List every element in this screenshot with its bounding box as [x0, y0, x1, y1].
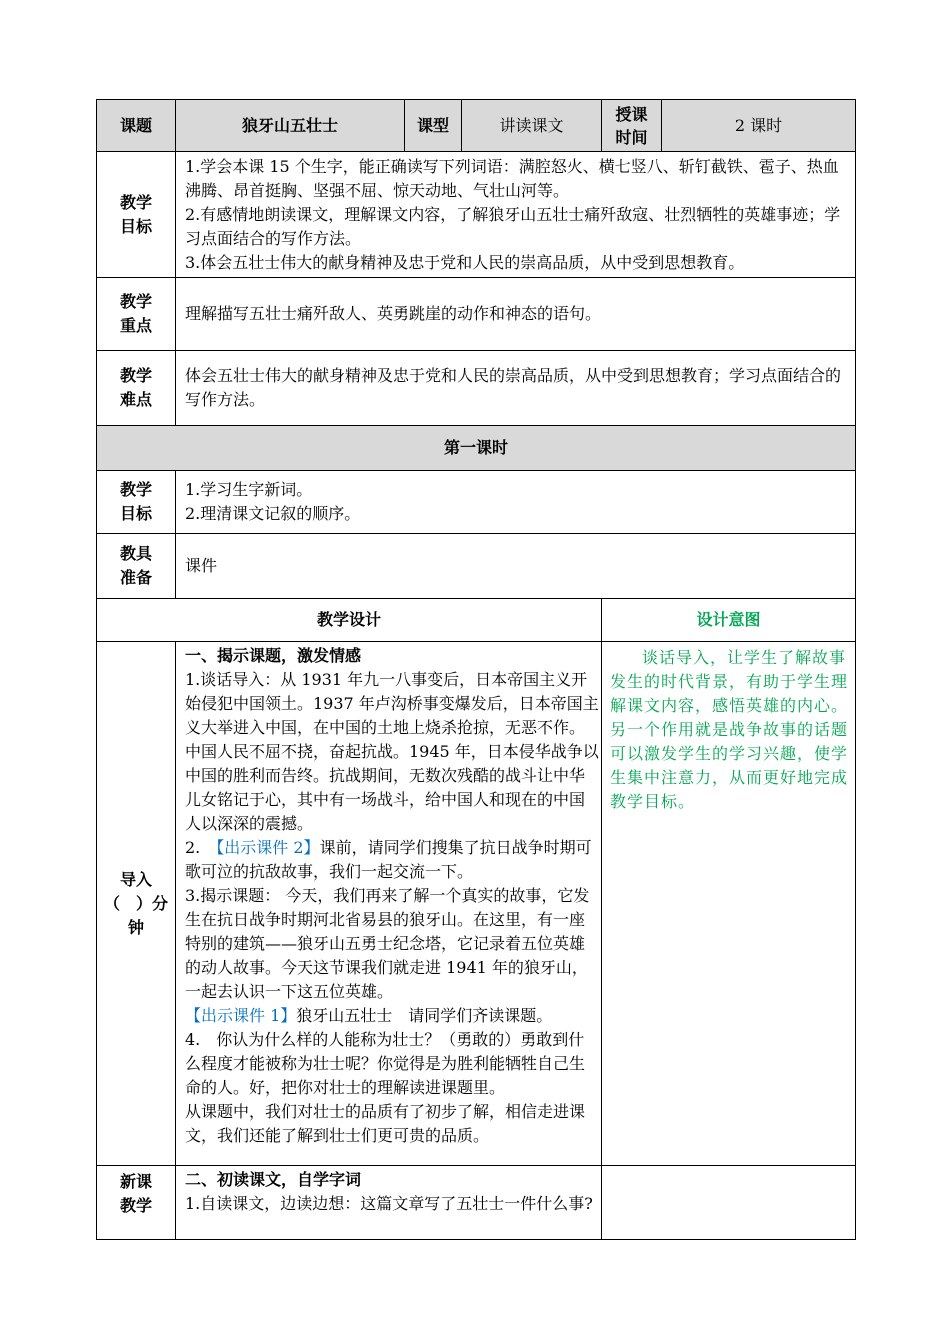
difficulty-label-1: 教学: [119, 366, 152, 385]
lesson1-title-row: [97, 426, 856, 471]
title-value: 狼牙山五壮士: [176, 100, 405, 152]
header-row: [97, 100, 856, 152]
lesson1-goals-label: [97, 471, 176, 534]
design-header-row: [97, 599, 856, 642]
intro-p4: [185, 1004, 599, 1028]
intro-p6: 从课题中，我们对壮士的品质有了初步了解，相信走进课文，我们还能了解到壮士们更可贵的品质。: [185, 1102, 586, 1145]
intro-label-2: （ ）分: [103, 893, 168, 913]
tools-row: [97, 534, 856, 599]
focus-label-2: 重点: [119, 316, 152, 335]
intro-p2-prefix: 2.: [185, 838, 217, 857]
focus-row: [97, 278, 856, 351]
lesson1-goals-content: [176, 471, 856, 534]
intent-header: 设计意图: [602, 599, 856, 642]
focus-label-1: 教学: [119, 292, 152, 311]
goals-content: [176, 152, 856, 278]
intro-intent: 谈话导入，让学生了解故事发生的时代背景，有助于学生理解课文内容，感悟英雄的内心。另一个作用就是战争故事的话题可以激发学生的学习兴趣，使学生集中注意力，从而更好地完成教学目标。: [602, 642, 856, 1166]
difficulty-row: [97, 351, 856, 426]
type-value: 讲读课文: [462, 100, 602, 152]
intro-label-3: 钟: [127, 917, 144, 937]
intro-p2-text: 课前，请同学们搜集了抗日战争时期可歌可泣的抗敌故事，我们一起交流一下。: [185, 838, 592, 881]
newlesson-row: [97, 1166, 856, 1240]
lesson1-title: 第一课时: [97, 426, 856, 471]
goals-label-2: 目标: [119, 216, 152, 236]
newlesson-intent: [602, 1166, 856, 1240]
goal-line-3: 3.体会五壮士伟大的献身精神及忠于党和人民的崇高品质，从中受到思想教育。: [185, 252, 745, 272]
goal-line-2: 2.有感情地朗读课文，理解课文内容，了解狼牙山五壮士痛歼敌寇、壮烈牺牲的英雄事迹；学习点面结合的写作方法。: [185, 204, 841, 248]
lesson1-goal-2: 2.理清课文记叙的顺序。: [185, 504, 361, 523]
design-header: 教学设计: [97, 599, 602, 642]
intro-row: [97, 642, 856, 1166]
intro-p1: 1.谈话导入：从 1931 年九一八事变后，日本帝国主义开始侵犯中国领土。1937 年卢沟桥事变爆发后，日本帝国主义大举进入中国，在中国的土地上烧杀抢掠，无恶不作。中国人民不屈不挠，奋起抗战。1945 年，日本侵华战争以中国的胜利而告终。抗战期间，无数次残酷的战斗让中华儿女铭记于心，其中有一场战斗，给中国人和现在的中国人以深深的震撼。: [185, 670, 599, 833]
intro-heading: 一、揭示课题，激发情感: [185, 646, 362, 665]
lesson1-goals-row: [97, 471, 856, 534]
goals-row: [97, 152, 856, 278]
goals-label-1: 教学: [119, 192, 152, 212]
newlesson-label-2: 教学: [119, 1196, 152, 1215]
focus-content: 理解描写五壮士痛歼敌人、英勇跳崖的动作和神态的语句。: [176, 278, 856, 351]
goals-label: [97, 152, 176, 278]
intro-p5: 4. 你认为什么样的人能称为壮士？（勇敢的）勇敢到什么程度才能被称为壮士呢？你觉得是为胜利能牺牲自己生命的人。好，把你对壮士的理解读进课题里。: [185, 1030, 586, 1097]
tools-content: 课件: [176, 534, 856, 599]
difficulty-label: [97, 351, 176, 426]
type-label: 课型: [405, 100, 462, 152]
tools-label: [97, 534, 176, 599]
newlesson-label: [97, 1166, 176, 1240]
time-label-2: 时间: [615, 127, 648, 147]
goal-line-1: 1.学会本课 15 个生字，能正确读写下列词语：满腔怒火、横七竖八、斩钉截铁、雹子、热血沸腾、昂首挺胸、坚强不屈、惊天动地、气壮山河等。: [185, 156, 839, 200]
newlesson-label-1: 新课: [119, 1172, 152, 1191]
intro-label-1: 导入: [119, 869, 152, 889]
courseware-2-link: 【出示课件 2】: [216, 838, 320, 857]
time-label-1: 授课: [615, 104, 648, 124]
tools-label-2: 准备: [119, 568, 152, 587]
time-label: [602, 100, 662, 152]
intro-label: [97, 642, 176, 1166]
intro-design: [176, 642, 602, 1166]
lesson1-goals-label-2: 目标: [119, 504, 152, 523]
lesson-plan-table: [96, 99, 856, 1240]
newlesson-heading: 二、初读课文，自学字词: [185, 1170, 362, 1189]
newlesson-p1: 1.自读课文，边读边想：这篇文章写了五壮士一件什么事?: [185, 1194, 593, 1213]
intro-p4-text: 狼牙山五壮士 请同学们齐读课题。: [296, 1006, 553, 1025]
intro-p2: [185, 836, 599, 884]
intro-p3: 3.揭示课题： 今天，我们再来了解一个真实的故事，它发生在抗日战争时期河北省易县的狼牙山。在这里，有一座特别的建筑——狼牙山五勇士纪念塔，它记录着五位英雄的动人故事。今天这节课我们就走进 1941 年的狼牙山，一起去认识一下这五位英雄。: [185, 886, 590, 1001]
lesson1-goal-1: 1.学习生字新词。: [185, 480, 313, 499]
newlesson-design: [176, 1166, 602, 1240]
lesson1-goals-label-1: 教学: [119, 480, 152, 499]
focus-label: [97, 278, 176, 351]
tools-label-1: 教具: [119, 544, 152, 563]
difficulty-content: 体会五壮士伟大的献身精神及忠于党和人民的崇高品质，从中受到思想教育；学习点面结合的写作方法。: [176, 351, 856, 426]
title-label: 课题: [97, 100, 176, 152]
time-value: 2 课时: [662, 100, 856, 152]
courseware-1-link: 【出示课件 1】: [185, 1006, 297, 1025]
difficulty-label-2: 难点: [119, 390, 152, 409]
